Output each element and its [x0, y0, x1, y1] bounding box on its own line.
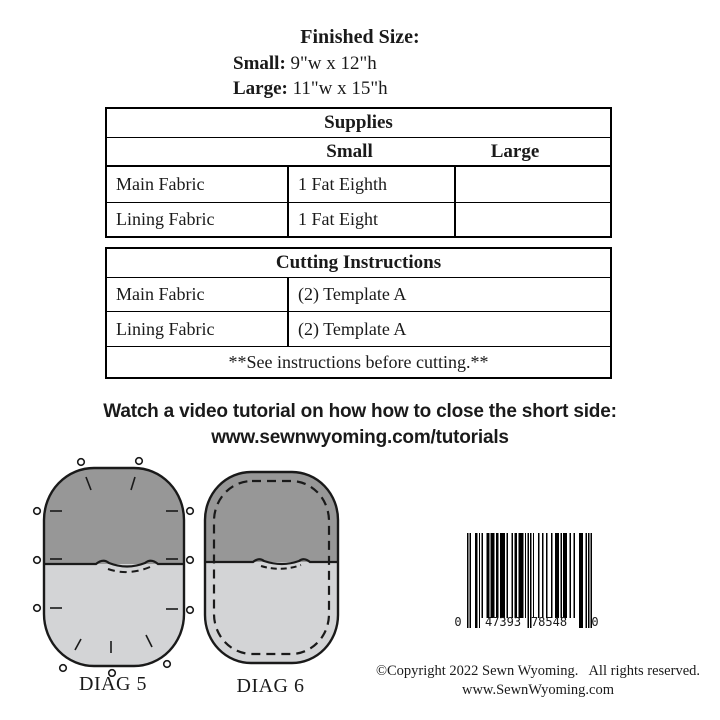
supplies-row0-large — [454, 167, 610, 202]
barcode-digit-trail: 0 — [591, 615, 599, 629]
supplies-row1-small: 1 Fat Eight — [287, 203, 454, 236]
tutorial-url: www.sewnwyoming.com/tutorials — [211, 427, 509, 448]
supplies-col-large: Large — [490, 140, 540, 162]
tutorial-callout — [0, 399, 720, 451]
website-text: www.SewnWyoming.com — [461, 682, 615, 698]
finished-size-title: Finished Size: — [300, 26, 420, 48]
supplies-row0-name: Main Fabric — [116, 174, 205, 194]
barcode-bars — [467, 533, 592, 628]
upc-barcode — [440, 525, 620, 645]
copyright-text: ©Copyright 2022 Sewn Wyoming. All rights reserved. — [375, 663, 701, 679]
table-row — [107, 202, 610, 236]
barcode-digit-group1: 47393 — [484, 615, 522, 629]
diag5-label: DIAG 5 — [79, 673, 147, 695]
footer — [373, 662, 703, 700]
diag5-illustration — [24, 455, 202, 677]
supplies-row1-name: Lining Fabric — [116, 209, 215, 229]
barcode-digit-group2: 78548 — [530, 615, 568, 629]
supplies-header-row — [107, 137, 610, 165]
tutorial-text: Watch a video tutorial on how how to close the short side: — [103, 401, 617, 422]
size-large-value: 11"w x 15"h — [292, 78, 388, 99]
finished-size-small — [233, 51, 388, 76]
cutting-row1-name: Lining Fabric — [116, 318, 215, 339]
supplies-table — [105, 107, 612, 238]
table-row — [107, 165, 610, 202]
supplies-header-empty — [107, 138, 287, 165]
supplies-col-small: Small — [326, 140, 373, 162]
barcode-digit-lead: 0 — [454, 615, 462, 629]
table-row — [107, 277, 610, 311]
size-small-label: Small: — [233, 53, 286, 74]
cutting-instructions-table — [105, 247, 612, 379]
supplies-row1-large — [454, 203, 610, 236]
size-small-value: 9"w x 12"h — [290, 53, 377, 74]
table-row — [107, 311, 610, 346]
diag6-illustration — [193, 455, 348, 670]
supplies-row0-small: 1 Fat Eighth — [287, 167, 454, 202]
finished-size-list — [233, 51, 388, 101]
size-large-label: Large: — [233, 78, 288, 99]
cutting-row0-value: (2) Template A — [287, 278, 610, 311]
supplies-table-title: Supplies — [324, 112, 393, 133]
cutting-row1-value: (2) Template A — [287, 312, 610, 346]
finished-size-large — [233, 76, 388, 101]
cutting-row0-name: Main Fabric — [116, 284, 205, 304]
cutting-note: **See instructions before cutting.** — [107, 346, 610, 377]
cutting-table-title: Cutting Instructions — [275, 252, 442, 273]
diag6-label: DIAG 6 — [236, 675, 305, 697]
